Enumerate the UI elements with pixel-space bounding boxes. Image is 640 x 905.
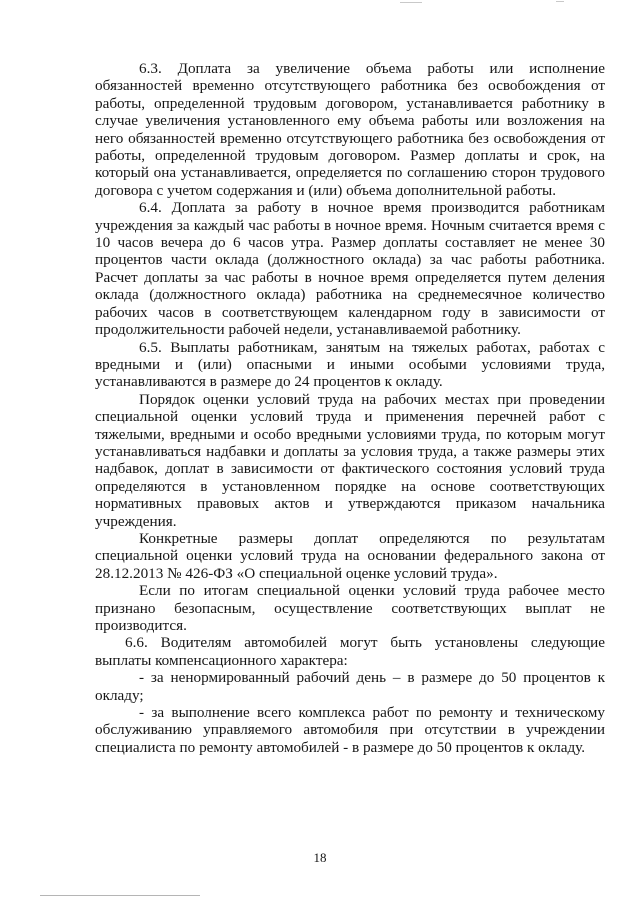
paragraph-6-5: 6.5. Выплаты работникам, занятым на тяжелых работах, работах с вредными и (или) опасными и иными особыми условиями труда, устанавливаются в размере до 24 процентов к окладу. — [95, 338, 605, 391]
page-number: 18 — [313, 850, 327, 865]
scan-artifact — [556, 1, 564, 2]
scan-artifact — [400, 2, 422, 3]
list-item-irregular-day: - за ненормированный рабочий день – в размере до 50 процентов к окладу; — [95, 669, 605, 704]
paragraph-6-3: 6.3. Доплата за увеличение объема работы или исполнение обязанностей временно отсутствующего работника без освобождения от работы, определенной трудовым договором, устанавливается работнику в случае увеличения установленного ему объема работы или возложения на него обязанностей временно отсутствующего работника без освобождения от работы, определенной трудовым договором. Размер доплаты и срок, на который она устанавливается, определяется по соглашению сторон трудового договора с учетом содержания и (или) объема дополнительной работы. — [95, 60, 605, 199]
paragraph-6-6: 6.6. Водителям автомобилей могут быть установлены следующие выплаты компенсационного характера: — [95, 634, 605, 669]
paragraph-safe-workplace: Если по итогам специальной оценки условий труда рабочее место признано безопасным, осуществление соответствующих выплат не производится. — [95, 582, 605, 634]
document-body — [95, 60, 605, 756]
paragraph-6-4: 6.4. Доплата за работу в ночное время производится работникам учреждения за каждый час работы в ночное время. Ночным считается время с 10 часов вечера до 6 часов утра. Размер доплаты составляет не менее 30 процентов части оклада (должностного оклада) за час работы работника. Расчет доплаты за час работы в ночное время определяется путем деления оклада (должностного оклада) работника на среднемесячное количество рабочих часов в соответствующем календарном году в зависимости от продолжительности рабочей недели, устанавливаемой работнику. — [95, 199, 605, 339]
scan-artifact-line — [40, 895, 200, 896]
paragraph-specific-amounts: Конкретные размеры доплат определяются по результатам специальной оценки условий труда на основании федерального закона от 28.12.2013 № 426-ФЗ «О специальной оценке условий труда». — [95, 529, 605, 582]
list-item-repair-work: - за выполнение всего комплекса работ по ремонту и техническому обслуживанию управляемого автомобиля при отсутствии в учреждении специалиста по ремонту автомобилей - в размере до 50 процентов к окладу. — [95, 704, 605, 756]
paragraph-assessment-procedure: Порядок оценки условий труда на рабочих местах при проведении специальной оценки условий труда и применения перечней работ с тяжелыми, вредными и особо вредными условиями труда, по которым могут устанавливаться надбавки и доплаты за условия труда, а также размеры этих надбавок, доплат в зависимости от фактического состояния условий труда определяются в установленном порядке на основе соответствующих нормативных правовых актов и утверждаются приказом начальника учреждения. — [95, 390, 605, 530]
